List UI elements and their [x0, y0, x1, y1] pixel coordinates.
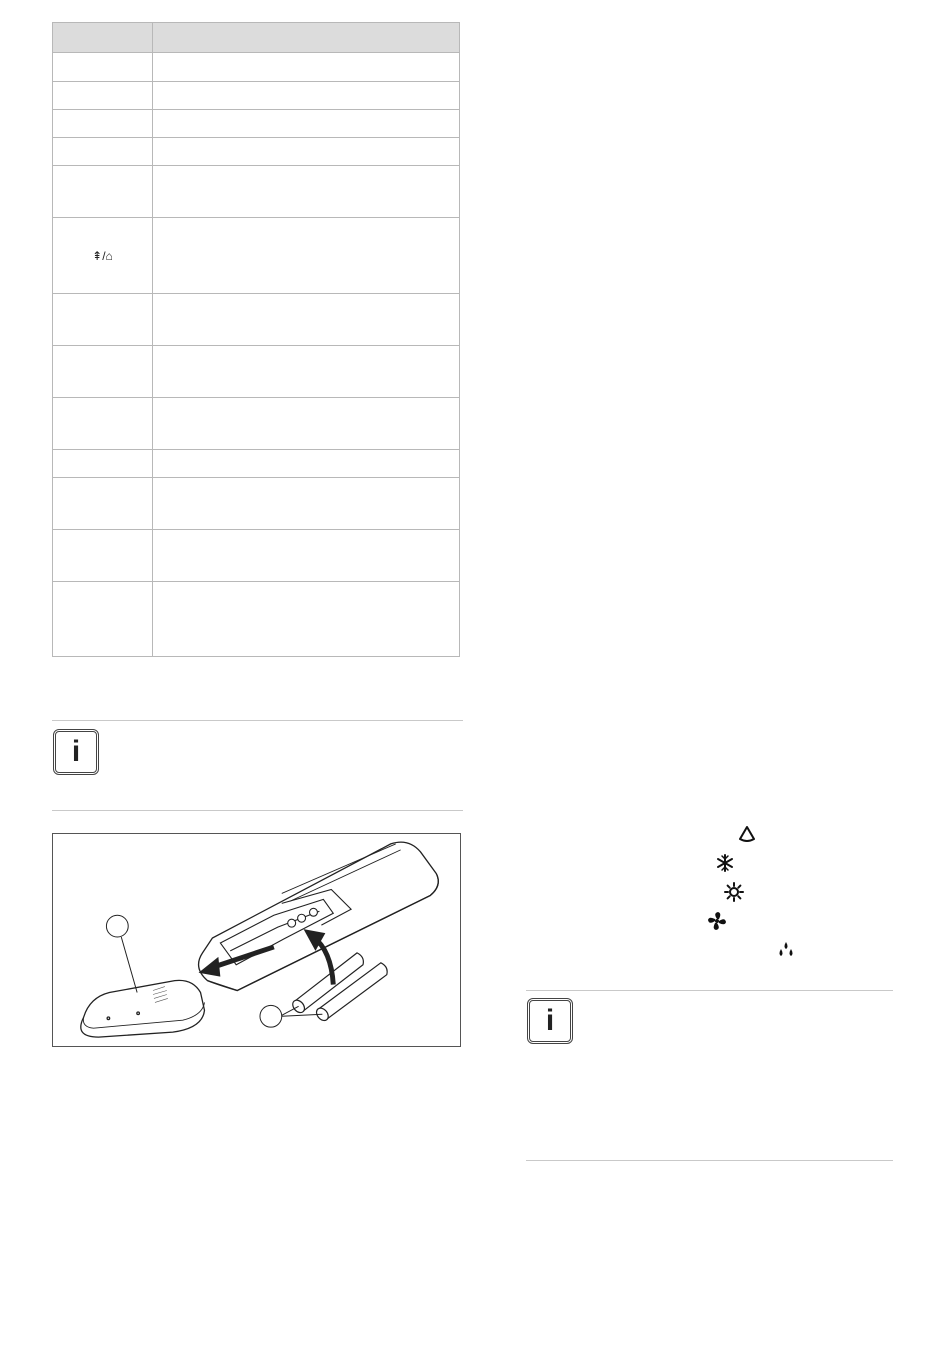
info-notice-2 — [526, 990, 893, 1161]
fan-mode-icon — [707, 911, 727, 931]
table-row — [53, 166, 460, 218]
table-row — [53, 138, 460, 166]
table-row — [53, 218, 460, 294]
auto-mode-icon — [737, 824, 757, 844]
batteries — [290, 953, 387, 1023]
table-cell-symbol — [53, 138, 153, 166]
table-cell-symbol — [53, 478, 153, 530]
table-row — [53, 110, 460, 138]
table-cell-description — [153, 53, 460, 82]
battery-installation-figure — [52, 833, 461, 1047]
table-cell-description — [153, 110, 460, 138]
table-header-symbol — [53, 23, 153, 53]
table-cell-symbol — [53, 110, 153, 138]
table-cell-symbol — [53, 218, 153, 294]
info-icon: i — [53, 729, 99, 775]
table-row — [53, 478, 460, 530]
table-cell-symbol — [53, 450, 153, 478]
table-cell-description — [153, 166, 460, 218]
table-row — [53, 53, 460, 82]
function-table — [52, 22, 460, 657]
table-cell-description — [153, 582, 460, 657]
remote-control-illustration — [53, 834, 460, 1046]
table-cell-description — [153, 450, 460, 478]
table-row — [53, 530, 460, 582]
table-header-description — [153, 23, 460, 53]
table-cell-symbol — [53, 398, 153, 450]
table-cell-description — [153, 138, 460, 166]
table-cell-symbol — [53, 166, 153, 218]
table-row — [53, 346, 460, 398]
heat-mode-icon — [724, 882, 744, 902]
table-cell-description — [153, 82, 460, 110]
cool-mode-icon — [715, 853, 735, 873]
table-cell-description — [153, 294, 460, 346]
battery-cover — [81, 980, 205, 1037]
table-row — [53, 398, 460, 450]
dry-mode-icon — [776, 940, 796, 960]
table-header-row — [53, 23, 460, 53]
table-cell-description — [153, 530, 460, 582]
info-notice-1 — [52, 720, 463, 811]
table-row — [53, 82, 460, 110]
callout-2 — [260, 1005, 322, 1027]
table-cell-symbol — [53, 346, 153, 398]
table-cell-symbol — [53, 294, 153, 346]
callout-1 — [106, 915, 137, 992]
table-cell-symbol-text: ⇞/⌂ — [92, 248, 113, 263]
table-cell-symbol — [53, 582, 153, 657]
info-icon: i — [527, 998, 573, 1044]
table-cell-symbol — [53, 530, 153, 582]
table-cell-description — [153, 346, 460, 398]
table-row — [53, 582, 460, 657]
table-cell-symbol — [53, 82, 153, 110]
table-cell-description — [153, 398, 460, 450]
table-cell-symbol — [53, 53, 153, 82]
table-row — [53, 294, 460, 346]
table-row — [53, 450, 460, 478]
table-cell-description — [153, 218, 460, 294]
table-cell-description — [153, 478, 460, 530]
